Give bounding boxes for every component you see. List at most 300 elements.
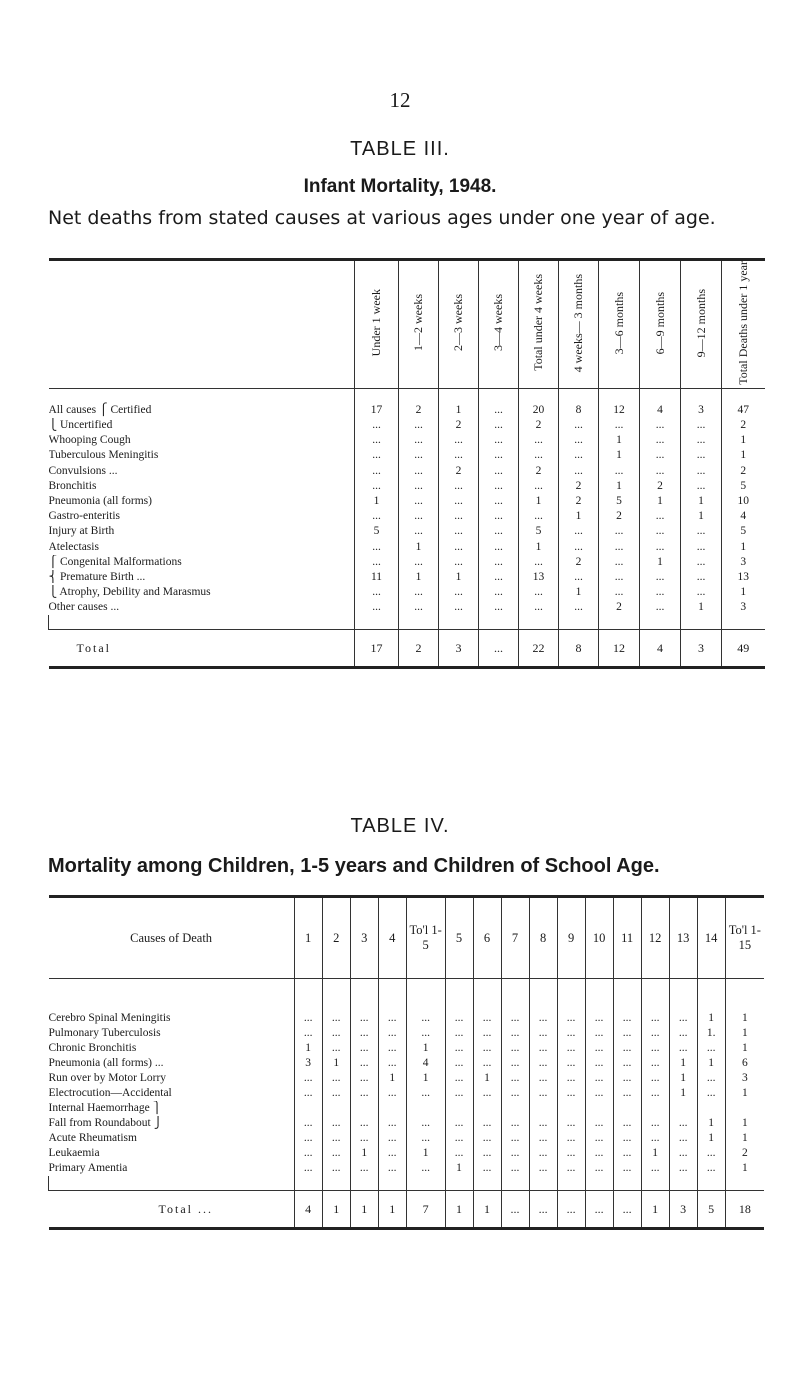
table4-cell: ... bbox=[501, 1056, 529, 1071]
table4-row bbox=[49, 1101, 765, 1116]
table4-cell: ... bbox=[557, 979, 585, 1027]
table3-cell: ... bbox=[399, 524, 439, 539]
table3-spacer-cell bbox=[640, 615, 681, 630]
table3-cell: ... bbox=[439, 448, 479, 463]
table4-total-cell: ... bbox=[501, 1191, 529, 1229]
table4-cell: 1 bbox=[406, 1071, 445, 1086]
table3-column-header bbox=[640, 260, 681, 389]
table4-cell: 4 bbox=[406, 1056, 445, 1071]
table4-cell: 1 bbox=[406, 1146, 445, 1161]
table4-total-cell: 1 bbox=[378, 1191, 406, 1229]
table3-cell: ... bbox=[640, 433, 681, 448]
table4-total-cell: ... bbox=[557, 1191, 585, 1229]
table3-cell: 5 bbox=[599, 494, 640, 509]
table4-cell: ... bbox=[613, 1131, 641, 1146]
table4-cell bbox=[294, 1101, 322, 1116]
table3-cell: ... bbox=[439, 509, 479, 524]
table4-cell: ... bbox=[557, 1146, 585, 1161]
table4-cell: ... bbox=[669, 1161, 697, 1176]
table4-cell: ... bbox=[613, 979, 641, 1027]
table4-cell: ... bbox=[697, 1161, 725, 1176]
table3-cell: ... bbox=[681, 570, 722, 585]
table3-total-cell: 4 bbox=[640, 630, 681, 668]
table3-row-label: Other causes ... bbox=[48, 601, 120, 614]
table4-column-header: 14 bbox=[697, 897, 725, 979]
table3-cell: ... bbox=[681, 524, 722, 539]
table4-cell: ... bbox=[501, 1146, 529, 1161]
table4-cell bbox=[322, 1101, 350, 1116]
table3-column-label: 2—3 weeks bbox=[451, 294, 465, 352]
table4-cell: ... bbox=[473, 1056, 501, 1071]
table3-cell: 2 bbox=[599, 509, 640, 524]
table3-cell: 1 bbox=[722, 448, 765, 463]
table3-cell: 1 bbox=[599, 479, 640, 494]
table4-spacer-cell bbox=[669, 1176, 697, 1191]
table4-cell: ... bbox=[294, 1086, 322, 1101]
table4-title: TABLE IV. bbox=[350, 815, 450, 837]
table3-column-label: 9—12 months bbox=[693, 288, 708, 358]
table4-cell: ... bbox=[669, 1026, 697, 1041]
table4-cell: ... bbox=[294, 1071, 322, 1086]
table3-cell: ... bbox=[479, 464, 519, 479]
table3-cell: ... bbox=[479, 418, 519, 433]
table3-spacer-cell bbox=[559, 615, 599, 630]
table3-cell: ... bbox=[640, 509, 681, 524]
table4-row bbox=[49, 979, 765, 1027]
table3-cell: ... bbox=[519, 585, 559, 600]
table3-spacer-cell bbox=[722, 615, 765, 630]
table4-cell: ... bbox=[473, 1131, 501, 1146]
table3-row bbox=[49, 555, 765, 570]
table3-column-label: 4 weeks— 3 months bbox=[571, 273, 585, 373]
table3-row-label: Injury at Birth bbox=[48, 525, 115, 538]
table3-row bbox=[49, 418, 765, 433]
table3-column-label: 1—2 weeks bbox=[411, 294, 425, 352]
table3-row-label: Whooping Cough bbox=[48, 434, 131, 447]
table4-cell: ... bbox=[641, 1041, 669, 1056]
table3-subtitle: Infant Mortality, 1948. bbox=[303, 176, 497, 197]
table4-cell: ... bbox=[585, 1026, 613, 1041]
table4-cell: ... bbox=[473, 979, 501, 1027]
table3-cell: ... bbox=[439, 539, 479, 554]
table3-cell: ... bbox=[355, 433, 399, 448]
table3-cell: ... bbox=[479, 448, 519, 463]
table3-cell: ... bbox=[399, 464, 439, 479]
table3-cell: ... bbox=[559, 600, 599, 615]
table4-cell bbox=[350, 1101, 378, 1116]
table3-spacer-cell bbox=[479, 615, 519, 630]
table4-cell: ... bbox=[445, 1026, 473, 1041]
table4-cell: ... bbox=[669, 1146, 697, 1161]
table4-cell: ... bbox=[557, 1026, 585, 1041]
table3-cell: 5 bbox=[722, 524, 765, 539]
table3-row-label: ⎩ Atrophy, Debility and Marasmus bbox=[48, 586, 211, 599]
table4-total-row bbox=[49, 1191, 765, 1229]
table3-row bbox=[49, 570, 765, 585]
table4-cell: ... bbox=[501, 1041, 529, 1056]
table3-cell: ... bbox=[559, 433, 599, 448]
table4-spacer-cell bbox=[322, 1176, 350, 1191]
table4-total-cell: 3 bbox=[669, 1191, 697, 1229]
table4-cell bbox=[613, 1101, 641, 1116]
table4-spacer-cell bbox=[49, 1176, 295, 1191]
table4-cell: ... bbox=[350, 1086, 378, 1101]
table3-cell: 2 bbox=[559, 479, 599, 494]
table4-cell: ... bbox=[613, 1041, 641, 1056]
table4-row-label: Chronic Bronchitis bbox=[48, 1042, 137, 1054]
table4-total-cell: 1 bbox=[350, 1191, 378, 1229]
table4-cell: ... bbox=[350, 1026, 378, 1041]
table4-cell: 1 bbox=[697, 1116, 725, 1131]
table4-cell: ... bbox=[529, 1056, 557, 1071]
table3-total-row bbox=[49, 630, 765, 668]
table4-cell bbox=[445, 1101, 473, 1116]
table3-cell: ... bbox=[640, 570, 681, 585]
table3-total-cell: 8 bbox=[559, 630, 599, 668]
table3-cell: ... bbox=[399, 600, 439, 615]
table4-cell: ... bbox=[406, 1116, 445, 1131]
table3-cell: 3 bbox=[722, 555, 765, 570]
table4-cell: ... bbox=[445, 1116, 473, 1131]
table4-total-cell: ... bbox=[613, 1191, 641, 1229]
table4-column-header: 2 bbox=[322, 897, 350, 979]
table4-cell: ... bbox=[473, 1041, 501, 1056]
table3-total-cell: 2 bbox=[399, 630, 439, 668]
table3-cell: 1 bbox=[681, 600, 722, 615]
table4-cell: ... bbox=[378, 1026, 406, 1041]
table3-row-label: ⎨ Premature Birth ... bbox=[48, 570, 146, 583]
table3-total-label: Total bbox=[49, 630, 355, 668]
table4-cell: ... bbox=[529, 1086, 557, 1101]
table4-column-header: 6 bbox=[473, 897, 501, 979]
table4-cell: 1 bbox=[350, 1146, 378, 1161]
table4-row-label: Acute Rheumatism bbox=[48, 1132, 137, 1144]
table3-cell: ... bbox=[559, 418, 599, 433]
table3-cell: 1 bbox=[439, 388, 479, 418]
table4-row-label: Internal Haemorrhage ⎫ bbox=[48, 1102, 162, 1114]
table4-cell bbox=[669, 1101, 697, 1116]
table3-cell: 10 bbox=[722, 494, 765, 509]
table4-cell: ... bbox=[501, 1071, 529, 1086]
table4-cell: ... bbox=[585, 1056, 613, 1071]
table4-cell: ... bbox=[613, 1146, 641, 1161]
table4-cell: 1 bbox=[697, 1131, 725, 1146]
table4-row bbox=[49, 1116, 765, 1131]
page-number: 12 bbox=[389, 88, 411, 112]
table4-cell: 1 bbox=[473, 1071, 501, 1086]
table3-cell: 1 bbox=[399, 570, 439, 585]
table4-cell: ... bbox=[473, 1026, 501, 1041]
table3-cell: 1 bbox=[681, 509, 722, 524]
table4-cell: ... bbox=[406, 1131, 445, 1146]
table3-column-label: Total under 4 weeks bbox=[531, 274, 545, 372]
table3-cell: 2 bbox=[559, 555, 599, 570]
table3-cell: ... bbox=[439, 479, 479, 494]
table4-cell: ... bbox=[350, 1071, 378, 1086]
table4-cell: ... bbox=[557, 1161, 585, 1176]
table4-cell: ... bbox=[613, 1161, 641, 1176]
table3-column-label: 3—4 weeks bbox=[491, 294, 505, 352]
table4-row bbox=[49, 1041, 765, 1056]
table3-cell: ... bbox=[399, 555, 439, 570]
table4-cell: ... bbox=[669, 979, 697, 1027]
table3-cell: 2 bbox=[599, 600, 640, 615]
table3-cell: 1 bbox=[519, 494, 559, 509]
table4-cell: ... bbox=[406, 979, 445, 1027]
table4-row bbox=[49, 1026, 765, 1041]
table4-cell: ... bbox=[641, 1071, 669, 1086]
table3-cell: 5 bbox=[722, 479, 765, 494]
table4-total-cell: ... bbox=[585, 1191, 613, 1229]
table4-cell: ... bbox=[669, 1116, 697, 1131]
table4-total-cell: 4 bbox=[294, 1191, 322, 1229]
table4-cell: ... bbox=[378, 1161, 406, 1176]
table4-cell: ... bbox=[473, 1116, 501, 1131]
table4-cell: ... bbox=[501, 1026, 529, 1041]
table4-cell: 1 bbox=[669, 1056, 697, 1071]
table3-cell: ... bbox=[479, 479, 519, 494]
table4-total-cell: 5 bbox=[697, 1191, 725, 1229]
table3-total-cell: 3 bbox=[681, 630, 722, 668]
table4-row-label: Electrocution—Accidental bbox=[48, 1087, 172, 1099]
table3-row-label: Gastro-enteritis bbox=[48, 510, 121, 523]
table3-cell: 2 bbox=[559, 494, 599, 509]
table3-column-header bbox=[399, 260, 439, 389]
table4-spacer-cell bbox=[501, 1176, 529, 1191]
table4-total-cell: 1 bbox=[445, 1191, 473, 1229]
table4-cell bbox=[641, 1101, 669, 1116]
table3-cell: 1 bbox=[640, 494, 681, 509]
table4-cell: ... bbox=[445, 1041, 473, 1056]
table3-cell: ... bbox=[599, 539, 640, 554]
table3-row bbox=[49, 600, 765, 615]
table4-total-cell: ... bbox=[529, 1191, 557, 1229]
table4-spacer-cell bbox=[641, 1176, 669, 1191]
table4-cell: ... bbox=[406, 1161, 445, 1176]
table3-cell: ... bbox=[355, 600, 399, 615]
table4-spacer-cell bbox=[294, 1176, 322, 1191]
table4-spacer-cell bbox=[445, 1176, 473, 1191]
table3-cell: 1 bbox=[519, 539, 559, 554]
table4-cell: ... bbox=[557, 1116, 585, 1131]
table3-row-label: Tuberculous Meningitis bbox=[48, 449, 159, 462]
table4-row-label: Pulmonary Tuberculosis bbox=[48, 1027, 161, 1039]
table3-cell: 2 bbox=[519, 418, 559, 433]
table4-cell: ... bbox=[473, 1146, 501, 1161]
table4-total-cell: 1 bbox=[473, 1191, 501, 1229]
table3-total-cell: 22 bbox=[519, 630, 559, 668]
table4-column-header: 4 bbox=[378, 897, 406, 979]
table3-cell: 5 bbox=[355, 524, 399, 539]
table4-column-header: 9 bbox=[557, 897, 585, 979]
table4-cell bbox=[557, 1101, 585, 1116]
table3-cell: 2 bbox=[399, 388, 439, 418]
table4-cell: ... bbox=[585, 1131, 613, 1146]
table3-cell: ... bbox=[599, 464, 640, 479]
table4-cell: ... bbox=[322, 1116, 350, 1131]
table3-cell: ... bbox=[355, 448, 399, 463]
table3-row-label: ⎩ Uncertified bbox=[48, 419, 113, 432]
table4-cell: ... bbox=[641, 1116, 669, 1131]
table4-cell: 3 bbox=[294, 1056, 322, 1071]
table3-cell: ... bbox=[640, 539, 681, 554]
table3-cell: ... bbox=[479, 585, 519, 600]
table3-column-header bbox=[479, 260, 519, 389]
table4-cell: ... bbox=[322, 1086, 350, 1101]
table4-cell: ... bbox=[585, 1086, 613, 1101]
table3-row bbox=[49, 494, 765, 509]
table4-cell: ... bbox=[350, 1161, 378, 1176]
table4-total-cell: 18 bbox=[725, 1191, 764, 1229]
table3-cell: ... bbox=[479, 600, 519, 615]
table4-cell: ... bbox=[529, 1041, 557, 1056]
table3-cell: ... bbox=[640, 585, 681, 600]
table3-cell: ... bbox=[681, 418, 722, 433]
table3-cell: 1 bbox=[559, 585, 599, 600]
table4-row-label: Run over by Motor Lorry bbox=[48, 1072, 167, 1084]
table3-cell: 2 bbox=[722, 418, 765, 433]
table4-spacer-cell bbox=[473, 1176, 501, 1191]
table3-cell: ... bbox=[559, 448, 599, 463]
table4-cell: ... bbox=[294, 1161, 322, 1176]
table3-spacer-cell bbox=[439, 615, 479, 630]
table3-cell: ... bbox=[355, 479, 399, 494]
table4-row-label: Primary Amentia bbox=[48, 1162, 128, 1174]
table3-row bbox=[49, 585, 765, 600]
table3-title: TABLE III. bbox=[350, 138, 450, 160]
table3-spacer bbox=[49, 615, 765, 630]
table4-cell: ... bbox=[322, 1146, 350, 1161]
table4-spacer-cell bbox=[350, 1176, 378, 1191]
table4-cell: ... bbox=[378, 1086, 406, 1101]
table4-cell: ... bbox=[641, 1131, 669, 1146]
table3-cell: 2 bbox=[439, 418, 479, 433]
table4-cell: ... bbox=[529, 1146, 557, 1161]
table4-column-header: 8 bbox=[529, 897, 557, 979]
table3-cell: 17 bbox=[355, 388, 399, 418]
table3-cell: ... bbox=[681, 433, 722, 448]
table3-column-header bbox=[599, 260, 640, 389]
table4-cell: ... bbox=[445, 979, 473, 1027]
table4-cell: ... bbox=[529, 1026, 557, 1041]
table4-cell: ... bbox=[445, 1146, 473, 1161]
table4-cell bbox=[725, 1101, 764, 1116]
table3-cell: ... bbox=[681, 555, 722, 570]
table4-cell: ... bbox=[294, 1116, 322, 1131]
table4-cell: ... bbox=[378, 979, 406, 1027]
table3-cell: ... bbox=[681, 539, 722, 554]
table4-cell: ... bbox=[697, 1071, 725, 1086]
table4-cell: ... bbox=[445, 1071, 473, 1086]
table3-cell: ... bbox=[439, 524, 479, 539]
table3-cell: 1 bbox=[722, 585, 765, 600]
table4-cell: 6 bbox=[725, 1056, 764, 1071]
table4-cell: ... bbox=[641, 1026, 669, 1041]
infant-mortality-table bbox=[48, 258, 765, 669]
table4-cell: ... bbox=[294, 1146, 322, 1161]
table3-cell: ... bbox=[479, 388, 519, 418]
table3-cell: 2 bbox=[519, 464, 559, 479]
table4-cell: ... bbox=[641, 1161, 669, 1176]
table3-column-header bbox=[681, 260, 722, 389]
table3-cell: ... bbox=[399, 418, 439, 433]
table4-row-label: Cerebro Spinal Meningitis bbox=[48, 1012, 171, 1024]
table3-total-cell: 3 bbox=[439, 630, 479, 668]
table4-cell bbox=[501, 1101, 529, 1116]
table3-cell: 5 bbox=[519, 524, 559, 539]
table4-cell: ... bbox=[350, 1056, 378, 1071]
table4-total-cell: 1 bbox=[641, 1191, 669, 1229]
table4-cell: ... bbox=[529, 1131, 557, 1146]
table3-cell: ... bbox=[479, 524, 519, 539]
table4-cell: ... bbox=[529, 1116, 557, 1131]
table3-row-label: Atelectasis bbox=[48, 540, 99, 553]
table4-cell bbox=[529, 1101, 557, 1116]
table4-cell: 1 bbox=[294, 1041, 322, 1056]
table3-cell: ... bbox=[640, 448, 681, 463]
table4-cell: ... bbox=[501, 1161, 529, 1176]
table4-column-header: 5 bbox=[445, 897, 473, 979]
table4-cell: ... bbox=[322, 1071, 350, 1086]
table3-cell: ... bbox=[559, 524, 599, 539]
table3-cell: ... bbox=[640, 600, 681, 615]
table4-cell: 1 bbox=[725, 1116, 764, 1131]
table3-cell: 13 bbox=[722, 570, 765, 585]
table4-cell: ... bbox=[501, 1116, 529, 1131]
table3-cell: 12 bbox=[599, 388, 640, 418]
table3-spacer-cell bbox=[519, 615, 559, 630]
table4-cell: ... bbox=[697, 1086, 725, 1101]
table3-cell: 2 bbox=[439, 464, 479, 479]
table3-row bbox=[49, 479, 765, 494]
table4-cell: ... bbox=[613, 1086, 641, 1101]
table3-cell: ... bbox=[439, 600, 479, 615]
table3-cell: 1 bbox=[599, 448, 640, 463]
table3-cell: ... bbox=[355, 509, 399, 524]
table3-cell: ... bbox=[479, 570, 519, 585]
table3-cell: ... bbox=[519, 433, 559, 448]
table3-cell: ... bbox=[519, 600, 559, 615]
table4-cell: ... bbox=[378, 1131, 406, 1146]
table3-row bbox=[49, 509, 765, 524]
table4-cell: ... bbox=[501, 1086, 529, 1101]
table4-cell: ... bbox=[585, 979, 613, 1027]
table4-spacer-cell bbox=[406, 1176, 445, 1191]
table3-row bbox=[49, 433, 765, 448]
table4-spacer-cell bbox=[557, 1176, 585, 1191]
table4-total-label: Total ... bbox=[49, 1191, 295, 1229]
table4-row-label: Leukaemia bbox=[48, 1147, 100, 1159]
table3-column-label: 6—9 months bbox=[652, 291, 667, 355]
table3-spacer-cell bbox=[681, 615, 722, 630]
table3-cell: ... bbox=[559, 539, 599, 554]
table4-cell: ... bbox=[350, 1131, 378, 1146]
table3-cell: 1 bbox=[722, 433, 765, 448]
table4-cell: 1 bbox=[725, 1161, 764, 1176]
table3-column-label: Under 1 week bbox=[369, 289, 383, 357]
table4-cell bbox=[473, 1101, 501, 1116]
table3-cell: ... bbox=[599, 524, 640, 539]
table4-cell: 1 bbox=[725, 1041, 764, 1056]
table3-cell: ... bbox=[599, 418, 640, 433]
table4-cell: 1. bbox=[697, 1026, 725, 1041]
table3-cell: ... bbox=[439, 585, 479, 600]
table4-cell: 3 bbox=[725, 1071, 764, 1086]
table4-column-header: 11 bbox=[613, 897, 641, 979]
table3-cell: ... bbox=[640, 464, 681, 479]
table4-column-header: 10 bbox=[585, 897, 613, 979]
table4-cell: ... bbox=[697, 1041, 725, 1056]
